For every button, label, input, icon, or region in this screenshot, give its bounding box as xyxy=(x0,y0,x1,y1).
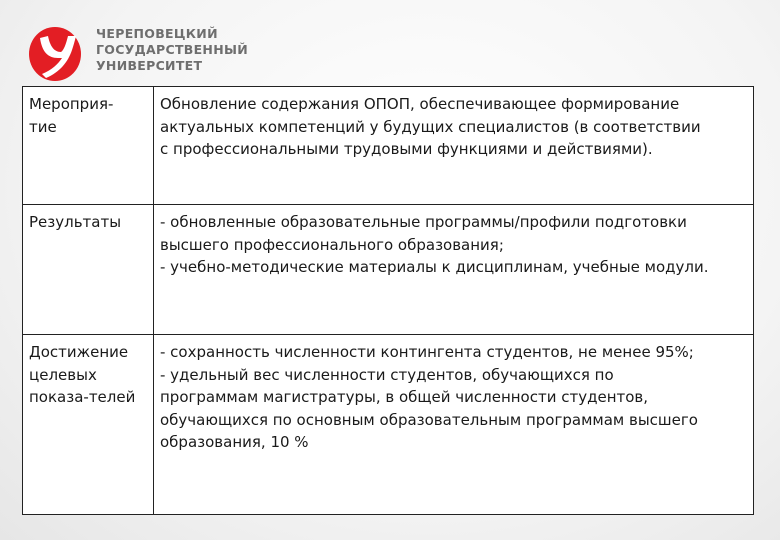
table-row xyxy=(23,87,754,205)
table-row xyxy=(23,205,754,335)
row-value-line: Обновление содержания ОПОП, обеспечивающее формирование xyxy=(160,95,680,113)
row-value-line: - обновленные образовательные программы/профили подготовки xyxy=(160,213,687,231)
row-label-line: Достижение xyxy=(29,343,129,361)
row-label-line: Мероприя- xyxy=(29,95,114,113)
row-value-line: образования, 10 % xyxy=(160,433,309,451)
row-value-line: актуальных компетенций у будущих специалистов (в соответствии xyxy=(160,117,701,136)
row-value xyxy=(154,335,754,515)
row-value-line: обучающихся по основным образовательным программам высшего xyxy=(160,410,698,429)
row-label-line: показа-телей xyxy=(29,388,136,406)
row-value-line: программам магистратуры, в общей численности студентов, xyxy=(160,388,649,406)
row-value-line: высшего профессионального образования; xyxy=(160,235,504,254)
university-name-line: УНИВЕРСИТЕТ xyxy=(96,58,203,73)
table-row xyxy=(23,335,754,515)
row-label-line: тие xyxy=(29,117,57,136)
row-value-line: - удельный вес численности студентов, обучающихся по xyxy=(160,365,614,384)
row-label xyxy=(23,87,154,205)
row-label xyxy=(23,335,154,515)
row-value-line: - учебно-методические материалы к дисциплинам, учебные модули. xyxy=(160,258,709,276)
university-name-line: ЧЕРЕПОВЕЦКИЙ xyxy=(96,26,218,41)
row-value xyxy=(154,205,754,335)
info-table xyxy=(22,86,754,515)
row-label xyxy=(23,205,154,335)
university-name-line: ГОСУДАРСТВЕННЫЙ xyxy=(96,42,248,57)
university-emblem-icon xyxy=(28,24,84,82)
row-label-line: целевых xyxy=(29,365,97,384)
row-value xyxy=(154,87,754,205)
university-name xyxy=(96,26,248,74)
row-value-line: - сохранность численности контингента студентов, не менее 95%; xyxy=(160,343,694,361)
row-value-line: с профессиональными трудовыми функциями и действиями). xyxy=(160,140,653,158)
row-label-line: Результаты xyxy=(29,213,122,231)
